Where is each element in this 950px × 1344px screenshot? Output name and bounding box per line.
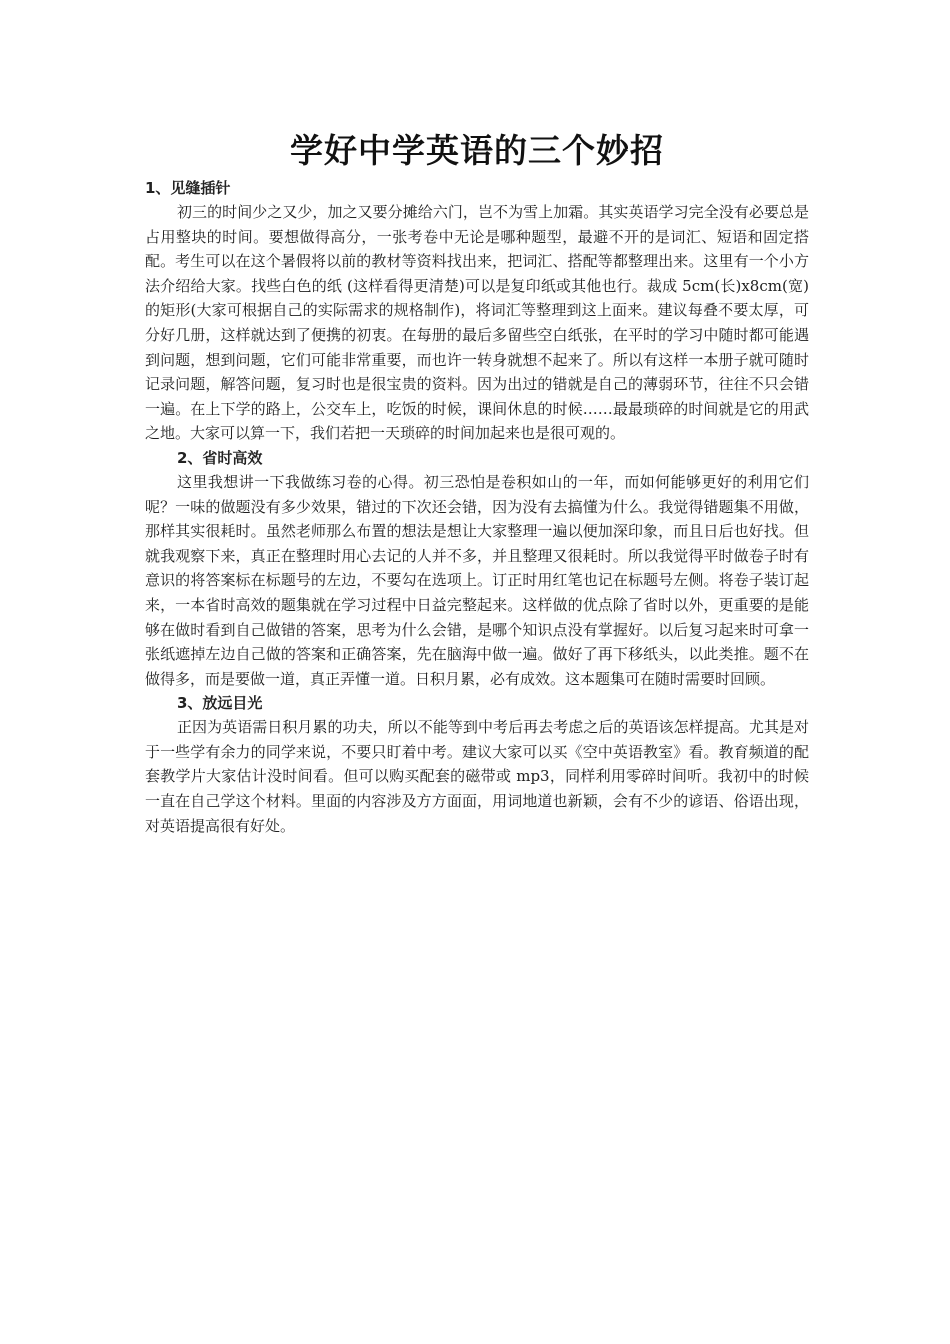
section-heading-3: 3、放远目光 — [177, 694, 263, 713]
document-content — [145, 126, 809, 838]
section-body-1: 初三的时间少之又少，加之又要分摊给六门，岂不为雪上加霜。其实英语学习完全没有必要总是占用整块的时间。要想做得高分，一张考卷中无论是哪种题型，最避不开的是词汇、短语和固定搭配。考生可以在这个暑假将以前的教材等资料找出来，把词汇、搭配等都整理出来。这里有一个小方法介绍给大家。找些白色的纸 (这样看得更清楚)可以是复印纸或其他也行。裁成 5cm(长)x8cm(宽)的矩形(大家可根据自己的实际需求的规格制作)，将词汇等整理到这上面来。建议每叠不要太厚，可分好几册，这样就达到了便携的初衷。在每册的最后多留些空白纸张，在平时的学习中随时都可能遇到问题，想到问题，它们可能非常重要，而也许一转身就想不起来了。所以有这样一本册子就可随时记录问题，解答问题，复习时也是很宝贵的资料。因为出过的错就是自己的薄弱环节，往往不只会错一遍。在上下学的路上，公交车上，吃饭的时候，课间休息的时候……最最琐碎的时间就是它的用武之地。大家可以算一下，我们若把一天琐碎的时间加起来也是很可观的。 — [145, 203, 809, 443]
section-body-2: 这里我想讲一下我做练习卷的心得。初三恐怕是卷积如山的一年，而如何能够更好的利用它们呢？一味的做题没有多少效果，错过的下次还会错，因为没有去搞懂为什么。我觉得错题集不用做，那样其实很耗时。虽然老师那么布置的想法是想让大家整理一遍以便加深印象，而且日后也好找。但就我观察下来，真正在整理时用心去记的人并不多，并且整理又很耗时。所以我觉得平时做卷子时有意识的将答案标在标题号的左边，不要勾在选项上。订正时用红笔也记在标题号左侧。将卷子装订起来，一本省时高效的题集就在学习过程中日益完整起来。这样做的优点除了省时以外，更重要的是能够在做时看到自己做错的答案，思考为什么会错，是哪个知识点没有掌握好。以后复习起来时可拿一张纸遮掉左边自己做的答案和正确答案，先在脑海中做一遍。做好了再下移纸头，以此类推。题不在做得多，而是要做一道，真正弄懂一道。日积月累，必有成效。这本题集可在随时需要时回顾。 — [145, 472, 809, 688]
section-heading-1: 1、见缝插针 — [145, 179, 231, 197]
section-body-3: 正因为英语需日积月累的功夫，所以不能等到中考后再去考虑之后的英语该怎样提高。尤其是对于一些学有余力的同学来说，不要只盯着中考。建议大家可以买《空中英语教室》看。教育频道的配套教学片大家估计没时间看。但可以购买配套的磁带或 mp3，同样利用零碎时间听。我初中的时候一直在自己学这个材料。里面的内容涉及方方面面，用词地道也新颖，会有不少的谚语、俗语出现，对英语提高很有好处。 — [145, 718, 809, 835]
document-title: 学好中学英语的三个妙招 — [290, 131, 664, 170]
section-heading-2: 2、省时高效 — [177, 448, 263, 467]
